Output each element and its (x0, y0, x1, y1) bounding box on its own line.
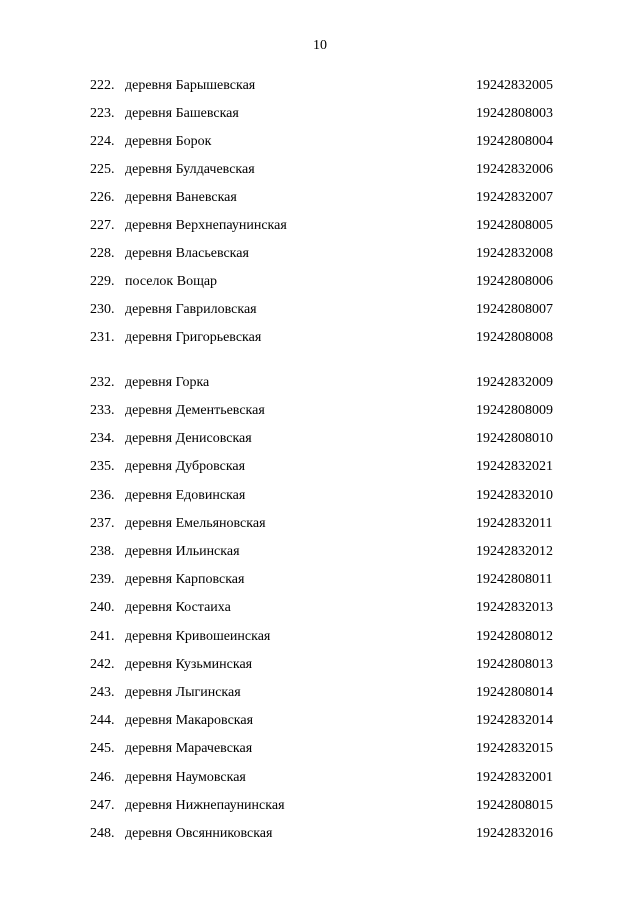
item-name: деревня Кривошеинская (125, 629, 271, 644)
list-item (0, 824, 640, 844)
item-code: 19242832015 (476, 741, 553, 756)
item-number: 222. (90, 78, 115, 93)
item-name: деревня Емельяновская (125, 516, 266, 531)
item-code: 19242832021 (476, 459, 553, 474)
list-item (0, 739, 640, 759)
list-item (0, 244, 640, 264)
item-name: деревня Овсянниковская (125, 826, 273, 841)
item-number: 230. (90, 302, 115, 317)
item-number: 234. (90, 431, 115, 446)
item-number: 241. (90, 629, 115, 644)
item-code: 19242832014 (476, 713, 553, 728)
item-code: 19242808005 (476, 218, 553, 233)
item-code: 19242808009 (476, 403, 553, 418)
item-name: деревня Верхнепаунинская (125, 218, 287, 233)
item-name: деревня Дементьевская (125, 403, 265, 418)
item-code: 19242808013 (476, 657, 553, 672)
item-code: 19242808008 (476, 330, 553, 345)
item-number: 225. (90, 162, 115, 177)
item-code: 19242808006 (476, 274, 553, 289)
list-item (0, 160, 640, 180)
item-code: 19242832013 (476, 600, 553, 615)
list-item (0, 598, 640, 618)
item-name: деревня Костаиха (125, 600, 231, 615)
item-code: 19242808004 (476, 134, 553, 149)
item-code: 19242832009 (476, 375, 553, 390)
item-code: 19242808003 (476, 106, 553, 121)
item-code: 19242808015 (476, 798, 553, 813)
item-number: 227. (90, 218, 115, 233)
list-item (0, 328, 640, 348)
item-name: деревня Григорьевская (125, 330, 262, 345)
item-number: 238. (90, 544, 115, 559)
item-number: 231. (90, 330, 115, 345)
item-number: 228. (90, 246, 115, 261)
item-number: 235. (90, 459, 115, 474)
item-number: 240. (90, 600, 115, 615)
item-name: деревня Борок (125, 134, 212, 149)
list-item (0, 486, 640, 506)
item-number: 244. (90, 713, 115, 728)
item-number: 236. (90, 488, 115, 503)
item-name: деревня Едовинская (125, 488, 246, 503)
list-item (0, 796, 640, 816)
item-number: 226. (90, 190, 115, 205)
list-item (0, 711, 640, 731)
item-name: деревня Карповская (125, 572, 245, 587)
item-code: 19242832016 (476, 826, 553, 841)
item-code: 19242832012 (476, 544, 553, 559)
item-name: деревня Горка (125, 375, 210, 390)
list-item (0, 627, 640, 647)
item-name: деревня Ильинская (125, 544, 240, 559)
item-name: деревня Макаровская (125, 713, 254, 728)
item-number: 246. (90, 770, 115, 785)
item-name: деревня Денисовская (125, 431, 252, 446)
list-item (0, 132, 640, 152)
list-item (0, 514, 640, 534)
item-code: 19242832008 (476, 246, 553, 261)
item-code: 19242808010 (476, 431, 553, 446)
item-number: 242. (90, 657, 115, 672)
list-item (0, 429, 640, 449)
list-item (0, 683, 640, 703)
item-number: 245. (90, 741, 115, 756)
item-number: 243. (90, 685, 115, 700)
item-number: 224. (90, 134, 115, 149)
list-item (0, 655, 640, 675)
item-name: деревня Барышевская (125, 78, 256, 93)
item-name: деревня Ваневская (125, 190, 237, 205)
item-number: 232. (90, 375, 115, 390)
item-code: 19242832007 (476, 190, 553, 205)
item-code: 19242808014 (476, 685, 553, 700)
item-name: деревня Гавриловская (125, 302, 257, 317)
item-number: 248. (90, 826, 115, 841)
item-number: 247. (90, 798, 115, 813)
list-item (0, 272, 640, 292)
item-number: 223. (90, 106, 115, 121)
item-name: деревня Власьевская (125, 246, 249, 261)
item-number: 239. (90, 572, 115, 587)
list-item (0, 373, 640, 393)
item-name: поселок Вощар (125, 274, 218, 289)
list-item (0, 76, 640, 96)
item-code: 19242832005 (476, 78, 553, 93)
list-item (0, 768, 640, 788)
list-item (0, 104, 640, 124)
item-number: 237. (90, 516, 115, 531)
list-item (0, 457, 640, 477)
list-item (0, 570, 640, 590)
list-item (0, 188, 640, 208)
item-name: деревня Булдачевская (125, 162, 255, 177)
list-item (0, 542, 640, 562)
item-name: деревня Башевская (125, 106, 239, 121)
item-name: деревня Дубровская (125, 459, 246, 474)
item-number: 229. (90, 274, 115, 289)
list-item (0, 401, 640, 421)
list-item (0, 300, 640, 320)
item-code: 19242832011 (476, 516, 553, 531)
item-name: деревня Марачевская (125, 741, 253, 756)
item-code: 19242832006 (476, 162, 553, 177)
item-code: 19242808012 (476, 629, 553, 644)
item-name: деревня Нижнепаунинская (125, 798, 285, 813)
item-code: 19242832010 (476, 488, 553, 503)
page-number: 10 (313, 38, 327, 53)
item-number: 233. (90, 403, 115, 418)
item-name: деревня Наумовская (125, 770, 246, 785)
item-name: деревня Лыгинская (125, 685, 241, 700)
item-code: 19242808007 (476, 302, 553, 317)
item-code: 19242832001 (476, 770, 553, 785)
list-item (0, 216, 640, 236)
item-name: деревня Кузьминская (125, 657, 253, 672)
item-code: 19242808011 (476, 572, 553, 587)
